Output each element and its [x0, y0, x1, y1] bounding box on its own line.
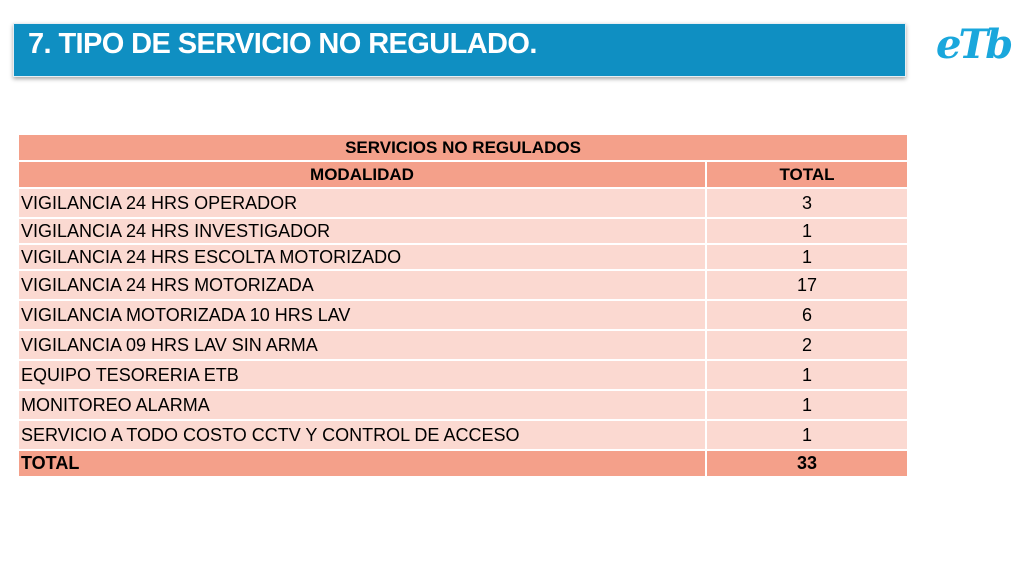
- total-cell: 1: [706, 244, 907, 270]
- column-header-modalidad: MODALIDAD: [19, 161, 706, 188]
- total-cell: 6: [706, 300, 907, 330]
- table-row: [19, 420, 907, 450]
- total-cell: 1: [706, 360, 907, 390]
- title-bar: [13, 23, 906, 77]
- table-row: [19, 390, 907, 420]
- table-row: [19, 270, 907, 300]
- modalidad-cell: VIGILANCIA MOTORIZADA 10 HRS LAV: [19, 300, 706, 330]
- total-cell: 1: [706, 218, 907, 244]
- etb-logo-icon: [936, 20, 1011, 70]
- table-row: [19, 188, 907, 218]
- total-cell: 3: [706, 188, 907, 218]
- table-row: [19, 300, 907, 330]
- logo-text: eTb: [936, 21, 1011, 68]
- page-title: 7. TIPO DE SERVICIO NO REGULADO.: [28, 28, 537, 60]
- modalidad-cell: VIGILANCIA 09 HRS LAV SIN ARMA: [19, 330, 706, 360]
- total-cell: 1: [706, 420, 907, 450]
- table-row: [19, 330, 907, 360]
- modalidad-cell: MONITOREO ALARMA: [19, 390, 706, 420]
- total-cell: 1: [706, 390, 907, 420]
- modalidad-cell: VIGILANCIA 24 HRS INVESTIGADOR: [19, 218, 706, 244]
- footer-total: 33: [706, 450, 907, 476]
- footer-label: TOTAL: [19, 450, 706, 476]
- table-super-header: SERVICIOS NO REGULADOS: [19, 135, 907, 161]
- table-row: [19, 244, 907, 270]
- table-super-header-row: [19, 135, 907, 161]
- modalidad-cell: VIGILANCIA 24 HRS OPERADOR: [19, 188, 706, 218]
- modalidad-cell: SERVICIO A TODO COSTO CCTV Y CONTROL DE ACCESO: [19, 420, 706, 450]
- table-row: [19, 360, 907, 390]
- table-row: [19, 218, 907, 244]
- modalidad-cell: VIGILANCIA 24 HRS MOTORIZADA: [19, 270, 706, 300]
- modalidad-cell: EQUIPO TESORERIA ETB: [19, 360, 706, 390]
- services-table: [19, 135, 907, 476]
- table-header-row: [19, 161, 907, 188]
- column-header-total: TOTAL: [706, 161, 907, 188]
- modalidad-cell: VIGILANCIA 24 HRS ESCOLTA MOTORIZADO: [19, 244, 706, 270]
- table-footer-row: [19, 450, 907, 476]
- total-cell: 2: [706, 330, 907, 360]
- total-cell: 17: [706, 270, 907, 300]
